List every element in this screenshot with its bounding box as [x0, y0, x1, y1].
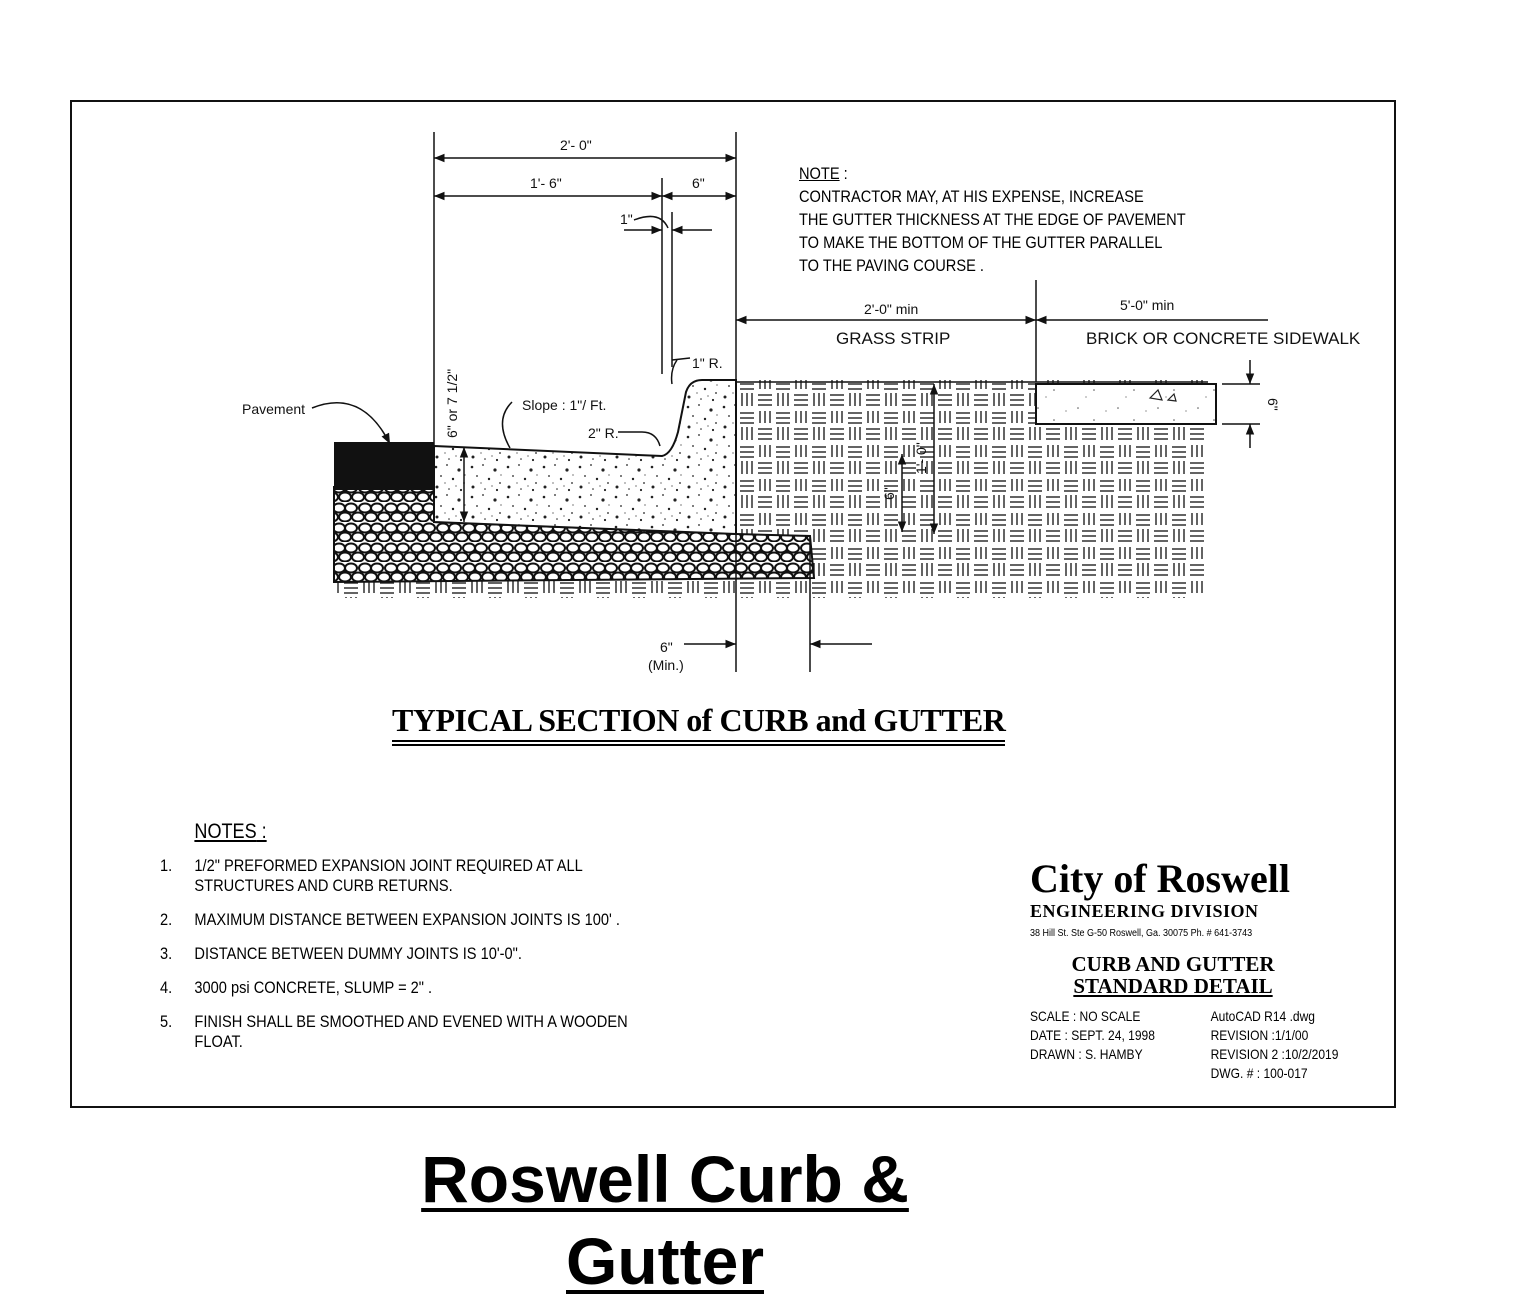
- dim-sidewalk-thickness: 6": [1265, 398, 1281, 411]
- dim-batter: 1": [620, 211, 633, 227]
- title-block: [1030, 857, 1390, 1083]
- note-line: TO MAKE THE BOTTOM OF THE GUTTER PARALLEL: [799, 233, 1163, 252]
- label-sidewalk: BRICK OR CONCRETE SIDEWALK: [1086, 329, 1361, 348]
- slide-title-line-1: Roswell Curb &: [421, 1142, 909, 1216]
- scale: SCALE : NO SCALE: [1030, 1008, 1141, 1024]
- note-item: 3. DISTANCE BETWEEN DUMMY JOINTS IS 10'-0".: [160, 944, 522, 963]
- label-grass-strip: GRASS STRIP: [836, 329, 951, 348]
- dim-slope: Slope : 1"/ Ft.: [522, 397, 607, 413]
- asphalt-pavement: [334, 442, 434, 490]
- division-name: ENGINEERING DIVISION: [1030, 901, 1259, 921]
- notes-title: NOTES: [194, 820, 257, 843]
- notes-list: NOTES : 1. 1/2" PREFORMED EXPANSION JOINT REQUIRED AT ALL STRUCTURES AND CURB RETURNS. 2. MAXIMUM DISTANCE BETWEEN EXPANSION JOINTS IS 100' . 3. DISTANCE BETWEEN DUMMY JOINTS IS 10'-0". 4. 3000 psi CONCRETE, SLUMP = 2" . 5. FINISH SHALL BE SMOOTHED AND EVENED WITH A WOODEN FLOAT.: [160, 820, 642, 1066]
- dim-base-depth: 6": [881, 487, 897, 500]
- note-title: NOTE: [799, 164, 840, 183]
- sidewalk-slab: [1036, 384, 1216, 424]
- note-item: 5. FINISH SHALL BE SMOOTHED AND EVENED WITH A WOODEN FLOAT.: [160, 1012, 628, 1051]
- drawing-number: DWG. # : 100-017: [1210, 1065, 1308, 1081]
- note-item: 2. MAXIMUM DISTANCE BETWEEN EXPANSION JOINTS IS 100' .: [160, 910, 620, 929]
- drawn-by: DRAWN : S. HAMBY: [1030, 1046, 1143, 1062]
- dim-curb-height: 6" or 7 1/2": [444, 368, 460, 438]
- note-line: CONTRACTOR MAY, AT HIS EXPENSE, INCREASE: [799, 187, 1144, 206]
- note-item: 4. 3000 psi CONCRETE, SLUMP = 2" .: [160, 978, 433, 997]
- revision-1: REVISION :1/1/00: [1210, 1027, 1309, 1043]
- revision-2: REVISION 2 :10/2/2019: [1210, 1046, 1339, 1062]
- dim-sidewalk-width: 5'-0" min: [1120, 297, 1175, 313]
- dim-grass-strip-width: 2'-0" min: [864, 301, 919, 317]
- drawing-metadata: [1030, 1007, 1340, 1083]
- dim-overall-width: 2'- 0": [560, 137, 592, 153]
- section-title: TYPICAL SECTION of CURB and GUTTER: [392, 702, 1005, 742]
- note-line: THE GUTTER THICKNESS AT THE EDGE OF PAVEMENT: [799, 210, 1186, 229]
- dim-base-extension-note: (Min.): [648, 657, 684, 673]
- division-address: 38 Hill St. Ste G-50 Roswell, Ga. 30075 Ph. # 641-3743: [1030, 928, 1253, 939]
- dim-top-radius: 1" R.: [692, 355, 723, 371]
- file-type: AutoCAD R14 .dwg: [1210, 1008, 1316, 1024]
- note-item: 1. 1/2" PREFORMED EXPANSION JOINT REQUIRED AT ALL STRUCTURES AND CURB RETURNS.: [160, 856, 583, 895]
- date: DATE : SEPT. 24, 1998: [1030, 1027, 1155, 1043]
- label-pavement: Pavement: [242, 401, 306, 417]
- dim-base-extension: 6": [660, 639, 673, 655]
- dim-curb-top: 6": [692, 175, 705, 191]
- slide-title: [0, 1138, 1330, 1302]
- dim-toe-radius: 2" R.: [588, 425, 619, 441]
- contractor-note: NOTE : CONTRACTOR MAY, AT HIS EXPENSE, INCREASE THE GUTTER THICKNESS AT THE EDGE OF PAVEMENT TO MAKE THE BOTTOM OF THE GUTTER PARALLEL TO THE PAVING COURSE .: [799, 164, 1186, 275]
- dim-curb-depth: 1'- 0": [913, 442, 929, 474]
- drawing-sheet: [70, 100, 1396, 1108]
- slide-title-line-2: Gutter: [566, 1224, 764, 1298]
- note-line: TO THE PAVING COURSE .: [799, 256, 984, 275]
- dim-gutter-width: 1'- 6": [530, 175, 562, 191]
- detail-name: CURB AND GUTTER STANDARD DETAIL: [1071, 952, 1275, 998]
- city-name: City of Roswell: [1030, 856, 1290, 901]
